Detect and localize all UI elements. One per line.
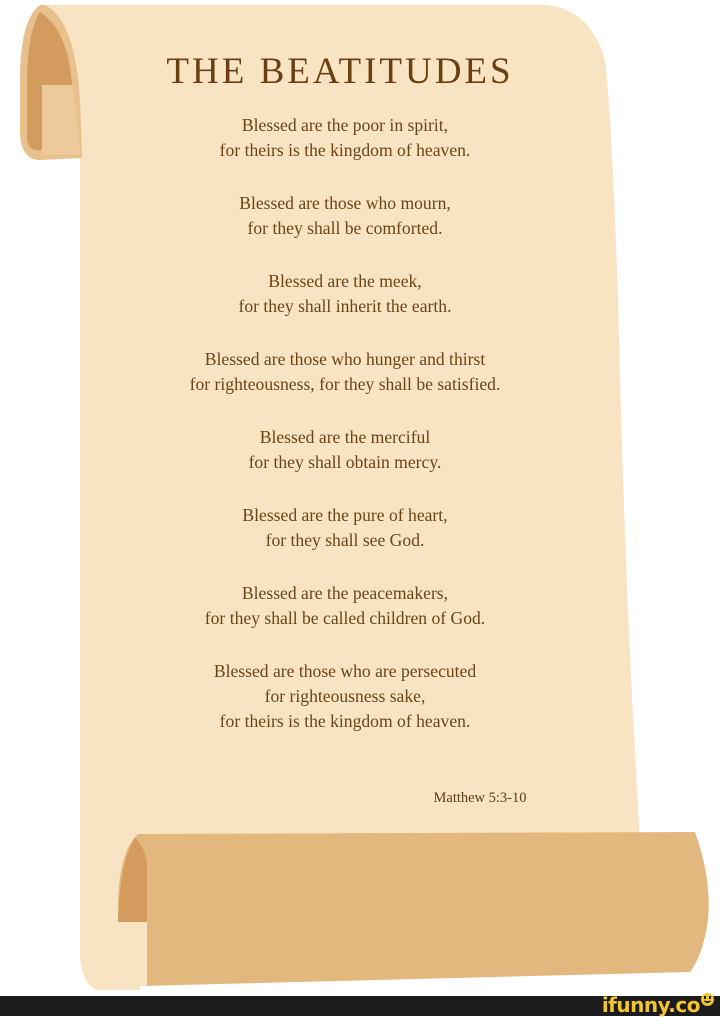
smiley-icon: [701, 993, 714, 1006]
verse-line: Blessed are the poor in spirit,: [241, 115, 449, 135]
verse-line: for they shall obtain mercy.: [248, 452, 442, 472]
bottom-roll: [118, 832, 709, 986]
verse-line: Blessed are those who hunger and thirst: [204, 349, 486, 369]
verse-line: for theirs is the kingdom of heaven.: [219, 140, 471, 160]
verse-line: Blessed are the merciful: [259, 427, 431, 447]
stanza: [95, 269, 595, 319]
stanza: [95, 659, 595, 734]
stanza: [95, 503, 595, 553]
verse-line: Blessed are the meek,: [268, 271, 422, 291]
beatitudes-verses: [95, 113, 595, 762]
watermark-bar: [0, 993, 720, 1017]
stanza: [95, 113, 595, 163]
verse-line: Blessed are those who are persecuted: [213, 661, 477, 681]
stanza: [95, 581, 595, 631]
page-title: THE BEATITUDES: [166, 51, 514, 92]
verse-line: for they shall see God.: [265, 530, 425, 550]
verse-line: for they shall be comforted.: [247, 218, 443, 238]
stanza: [95, 191, 595, 241]
stanza: [95, 425, 595, 475]
ifunny-watermark[interactable]: [602, 993, 714, 1017]
verse-line: for righteousness, for they shall be satisfied.: [189, 374, 501, 394]
verse-line: Blessed are the peacemakers,: [241, 583, 449, 603]
verse-line: for they shall inherit the earth.: [238, 296, 452, 316]
verse-line: for they shall be called children of God.: [204, 608, 486, 628]
verse-line: Blessed are those who mourn,: [239, 193, 451, 213]
verse-line: for righteousness sake,: [264, 686, 426, 706]
stanza: [95, 347, 595, 397]
verse-line: for theirs is the kingdom of heaven.: [219, 711, 471, 731]
verse-line: Blessed are the pure of heart,: [242, 505, 448, 525]
scripture-citation: Matthew 5:3-10: [433, 790, 527, 806]
watermark-text: ifunny.co: [601, 993, 700, 1017]
